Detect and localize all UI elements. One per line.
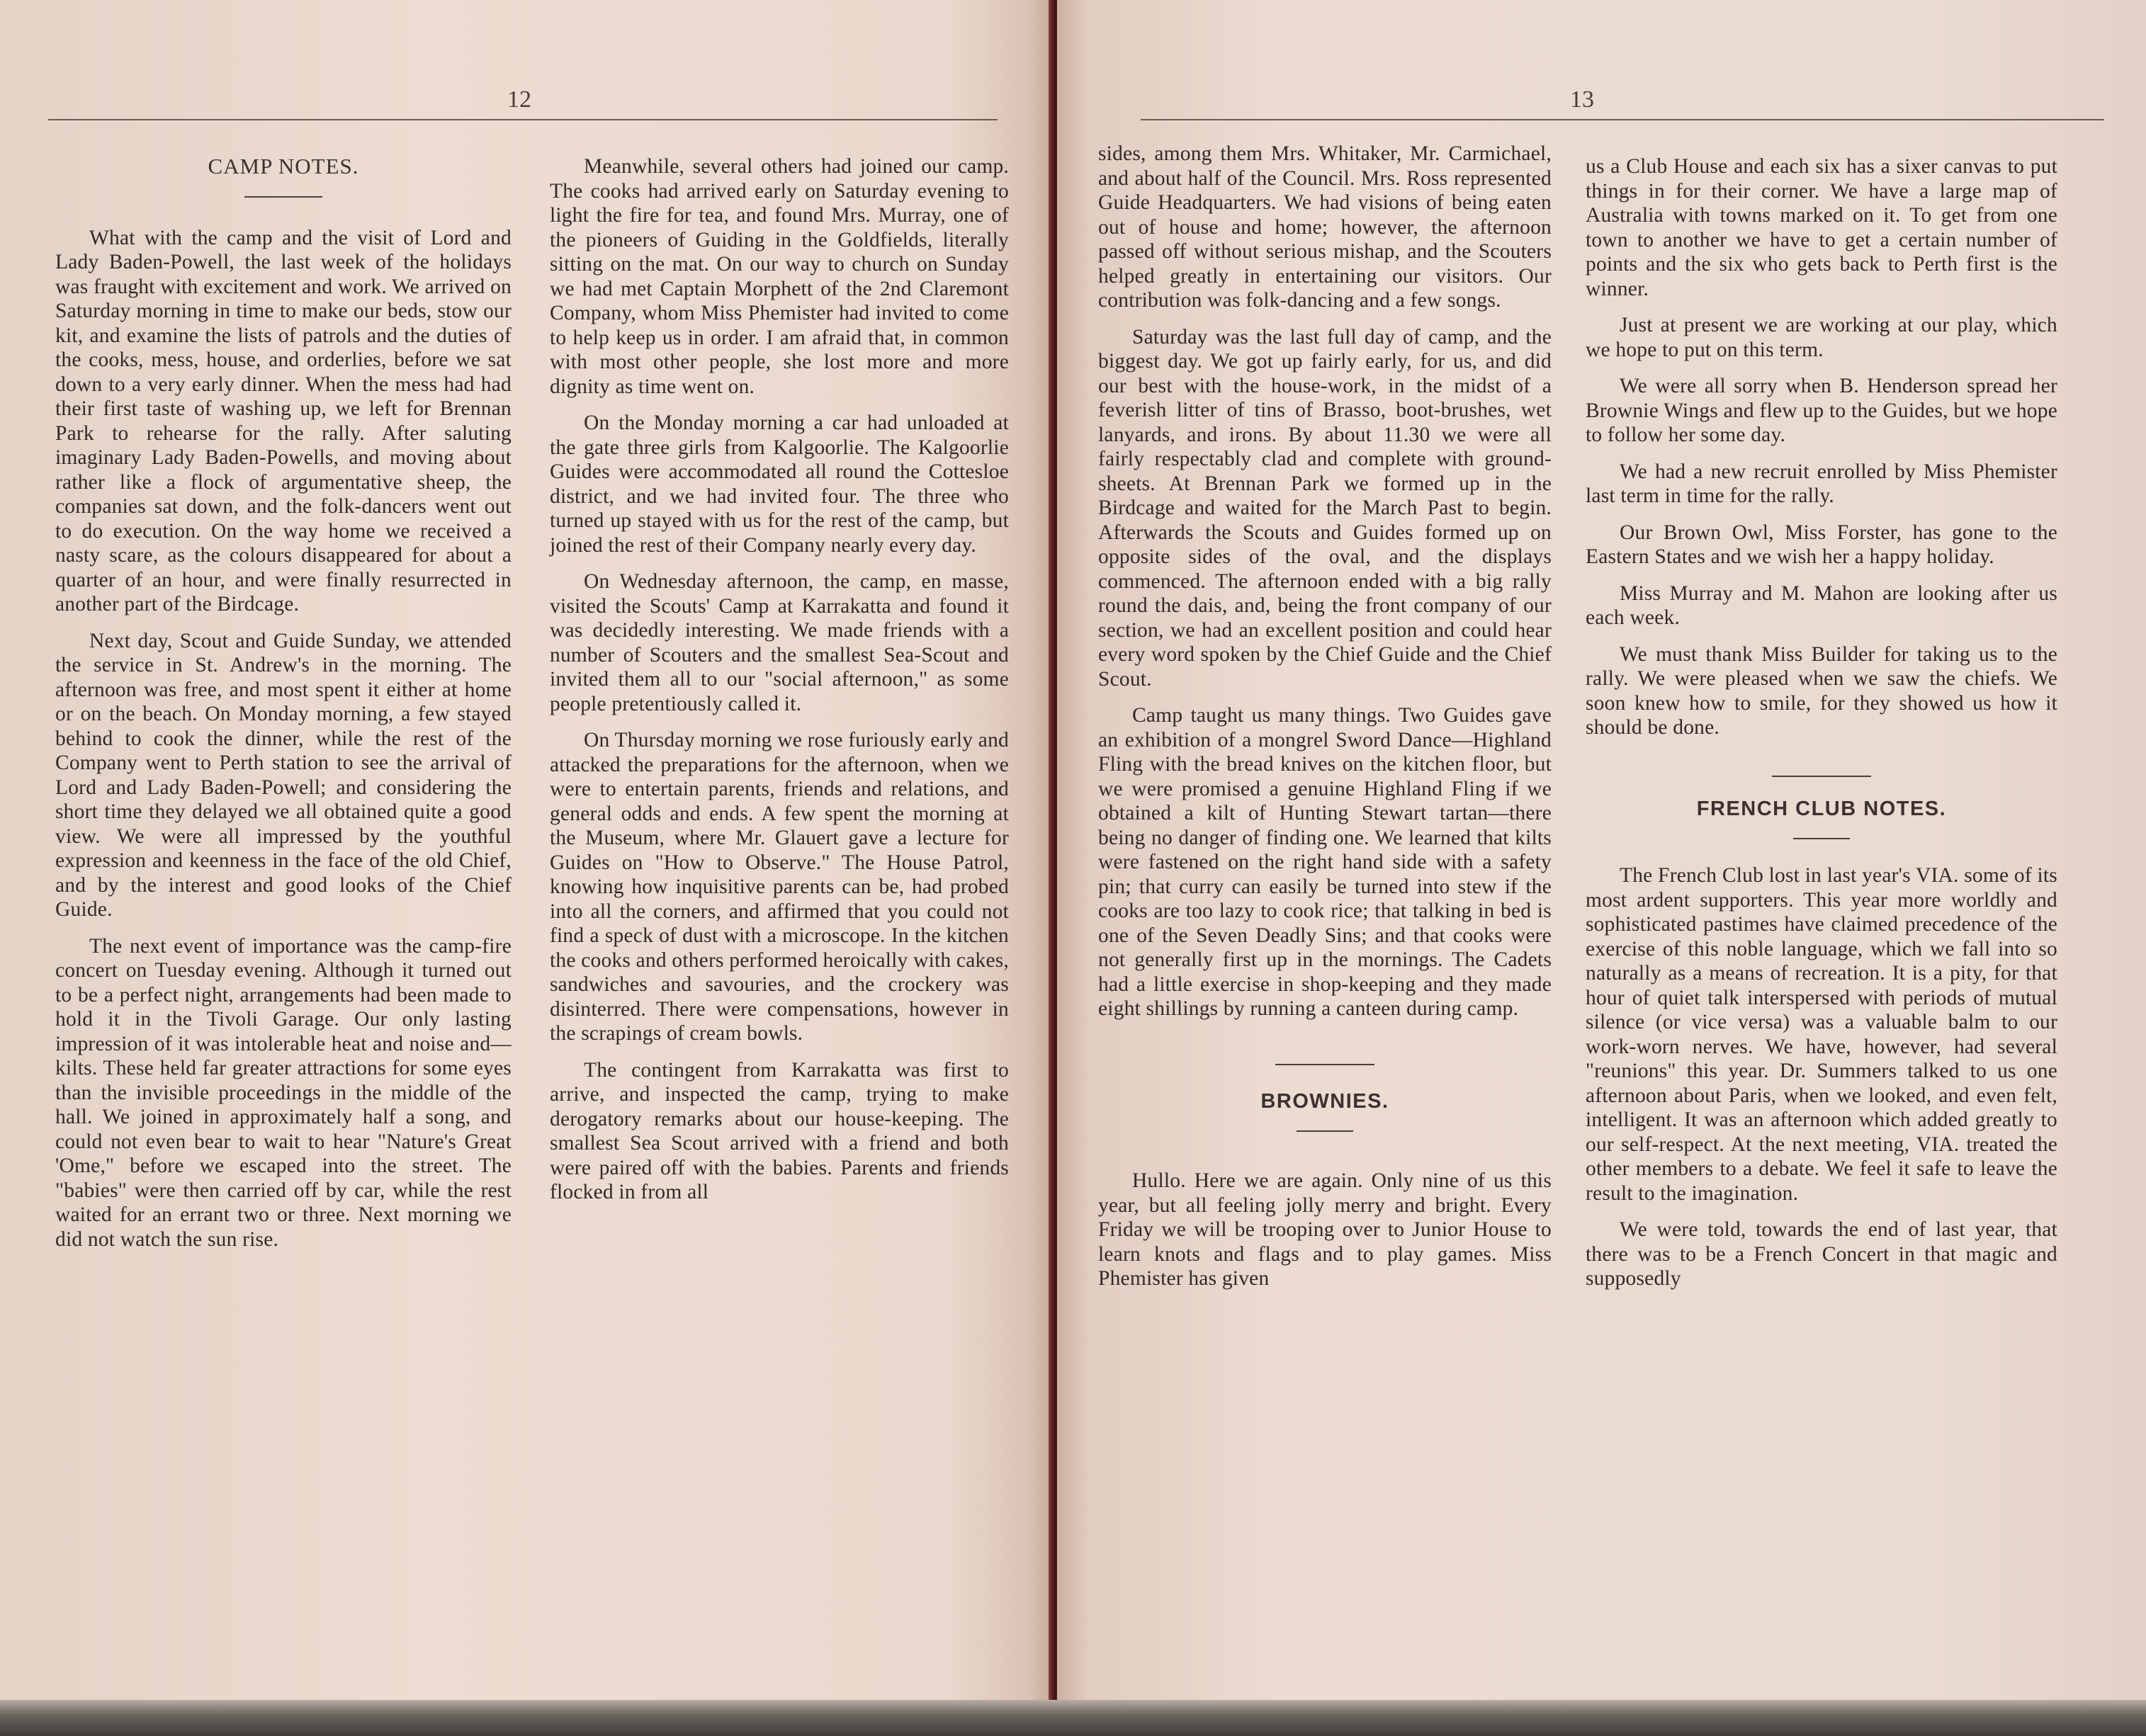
paragraph: Next day, Scout and Guide Sunday, we attended the service in St. Andrew's in the morning. The afternoon was free, and most spent it either at home or on the beach. On Monday morning, a few stayed behind to cook the dinner, while the rest of the Company went to Perth station to see the arrival of Lord and Lady Baden-Powell; and considering the short time they delayed we all obtained quite a good view. We were all impressed by the youthful expression and keenness in the face of the old Chief, and by the interest and good looks of the Chief Guide. [55,629,512,921]
right-page [1057,0,2146,1725]
paragraph: Meanwhile, several others had joined our camp. The cooks had arrived early on Saturday evening to light the fire for tea, and found Mrs. Murray, one of the pioneers of Guiding in the Goldfields, literally sitting on the mat. On our way to church on Sunday we had met Captain Morphett of the 2nd Claremont Company, whom Miss Phemister had invited to come to help keep us in order. I am afraid that, in common with most other people, she lost more and more dignity as time went on. [550,155,1009,398]
paragraph: Miss Murray and M. Mahon are looking after us each week. [1586,581,2057,629]
right-column-1 [1098,142,1552,1303]
paragraph: Saturday was the last full day of camp, and the biggest day. We got up fairly early, for us, and did our best with the house-work, in the midst of a feverish litter of tins of Brasso, boot-brushes, wet lanyards, and irons. By about 11.30 we were all fairly respectably clad and complete with ground-sheets. At Brennan Park we formed up in the Birdcage and waited for the March Past to begin. Afterwards the Scouts and Guides formed up on opposite sides of the oval, and the displays commenced. The afternoon ended with a big rally round the dais, and, being the front company of our section, we had an excellent position and could hear every word spoken by the Chief Guide and the Chief Scout. [1098,325,1552,691]
paragraph: sides, among them Mrs. Whitaker, Mr. Carmichael, and about half of the Council. Mrs. Ross represented Guide Headquarters. We had visions of being eaten out of house and home; however, the afternoon passed off without serious mishap, and the Scouters helped greatly in entertaining our visitors. Our contribution was folk-dancing and a few songs. [1098,142,1552,312]
paragraph: On Wednesday afternoon, the camp, en masse, visited the Scouts' Camp at Karrakatta and found it was decidedly interesting. We made friends with a number of Scouters and the smallest Sea-Scout and invited them all to our "social afternoon," as some people pretentiously called it. [550,570,1009,715]
paragraph: We were told, towards the end of last year, that there was to be a French Concert in that magic and supposedly [1586,1218,2057,1290]
title-divider [1793,838,1850,839]
paragraph: Hullo. Here we are again. Only nine of us this year, but all feeling jolly merry and bright. Every Friday we will be trooping over to Junior House to learn knots and flags and to play games. Miss Phemister has given [1098,1169,1552,1290]
camp-notes-title: CAMP NOTES. [208,154,359,178]
paragraph: The contingent from Karrakatta was first to arrive, and inspected the camp, trying to make derogatory remarks about our house-keeping. The smallest Sea Scout arrived with a friend and both were paired off with the babies. Parents and friends flocked in from all [550,1058,1009,1203]
page-number-right: 13 [1570,86,1594,113]
paragraph: We must thank Miss Builder for taking us to the rally. We were pleased when we saw the chiefs. We soon knew how to smile, for they showed us how it should be done. [1586,642,2057,739]
header-rule-right [1141,119,2104,120]
title-divider [244,196,322,198]
paragraph: The French Club lost in last year's VIA. some of its most ardent supporters. This year more worldly and sophisticated pastimes have claimed precedence of the exercise of this noble language, which we fall into so naturally as a means of recreation. It is a pity, for that hour of quiet talk interspersed with periods of mutual silence (or vice versa) was a valuable balm to our work-worn nerves. We have, however, had several "reunions" this year. Dr. Summers talked to us one afternoon about Paris, when we looked, and even felt, intelligent. It was an afternoon which added greatly to our self-respect. At the next meeting, VIA. treated the other members to a debate. We feel it safe to leave the result to the imagination. [1586,864,2057,1205]
paragraph: We were all sorry when B. Henderson spread her Brownie Wings and flew up to the Guides, but we hope to follow her some day. [1586,375,2057,446]
paragraph: us a Club House and each six has a sixer canvas to put things in for their corner. We have a large map of Australia with towns marked on it. To get from one town to another we have to get a certain number of points and the six who gets back to Perth first is the winner. [1586,155,2057,300]
right-column-2 [1586,154,2057,1303]
section-divider [1275,1064,1374,1065]
paragraph: We had a new recruit enrolled by Miss Phemister last term in time for the rally. [1586,460,2057,507]
header-rule-left [48,119,998,120]
page-number-left: 12 [507,86,531,113]
left-column-1 [55,154,512,1264]
brownies-title: BROWNIES. [1260,1089,1389,1113]
paragraph: On the Monday morning a car had unloaded at the gate three girls from Kalgoorlie. The Kalgoorlie Guides were accommodated all round the Cottesloe district, and we had invited four. The three who turned up stayed with us for the rest of the camp, but joined the rest of their Company nearly every day. [550,412,1009,557]
left-page [0,0,1051,1725]
paragraph: What with the camp and the visit of Lord and Lady Baden-Powell, the last week of the holidays was fraught with excitement and work. We arrived on Saturday morning in time to make our beds, stow our kit, and examine the lists of patrols and the duties of the cooks, mess, house, and orderlies, before we sat down to a very early dinner. When the mess had had their first taste of washing up, we left for Brennan Park to rehearse for the rally. After saluting imaginary Lady Baden-Powells, and moving about rather like a flock of argumentative sheep, the companies sat down, and the folk-dancers went out to do execution. On the way home we received a nasty scare, as the colours disappeared for about a quarter of an hour, and were finally resurrected in another part of the Birdcage. [55,226,512,615]
paragraph: On Thursday morning we rose furiously early and attacked the preparations for the afternoon, when we were to entertain parents, friends and relations, and general odds and ends. A few spent the morning at the Museum, where Mr. Glauert gave a lecture for Guides on "How to Observe." The House Patrol, knowing how inquisitive parents can be, had probed into all the corners, and affirmed that you could not find a speck of dust with a microscope. In the kitchen the cooks and others performed heroically with cakes, sandwiches and savouries, and the crockery was disinterred. There were compensations, however in the scrapings of cream bowls. [550,729,1009,1045]
paragraph: The next event of importance was the camp-fire concert on Tuesday evening. Although it turned out to be a perfect night, arrangements had been made to hold it in the Tivoli Garage. Our only lasting impression of it was intolerable heat and noise and—kilts. These held far greater attractions for some eyes than the invisible proceedings in the middle of the hall. We joined in approximately half a song, and could not even bear to wait to hear "Nature's Great 'Ome," before we escaped into the street. The "babies" were then carried off by car, while the rest waited for an errant two or three. Next morning we did not watch the sun rise. [55,934,512,1251]
french-club-title: FRENCH CLUB NOTES. [1696,797,1947,820]
section-divider [1772,776,1871,777]
paragraph: Just at present we are working at our play, which we hope to put on this term. [1586,314,2057,361]
title-divider [1297,1130,1353,1132]
paragraph: Our Brown Owl, Miss Forster, has gone to the Eastern States and we wish her a happy holiday. [1586,521,2057,568]
paragraph: Camp taught us many things. Two Guides gave an exhibition of a mongrel Sword Dance—Highland Fling with the bread knives on the kitchen floor, but we were promised a genuine Highland Fling if we obtained a kilt of Hunting Stewart tartan—there being no danger of finding one. We learned that kilts were fastened on the right hand side with a safety pin; that curry can easily be turned into stew if the cooks are too lazy to cook rice; that talking in bed is one of the Seven Deadly Sins; and that cooks were not generally first up in the mornings. The Cadets had a little exercise in shop-keeping and they made eight shillings by running a canteen during camp. [1098,704,1552,1020]
background-surface [0,1700,2146,1736]
left-column-2 [550,154,1009,1217]
